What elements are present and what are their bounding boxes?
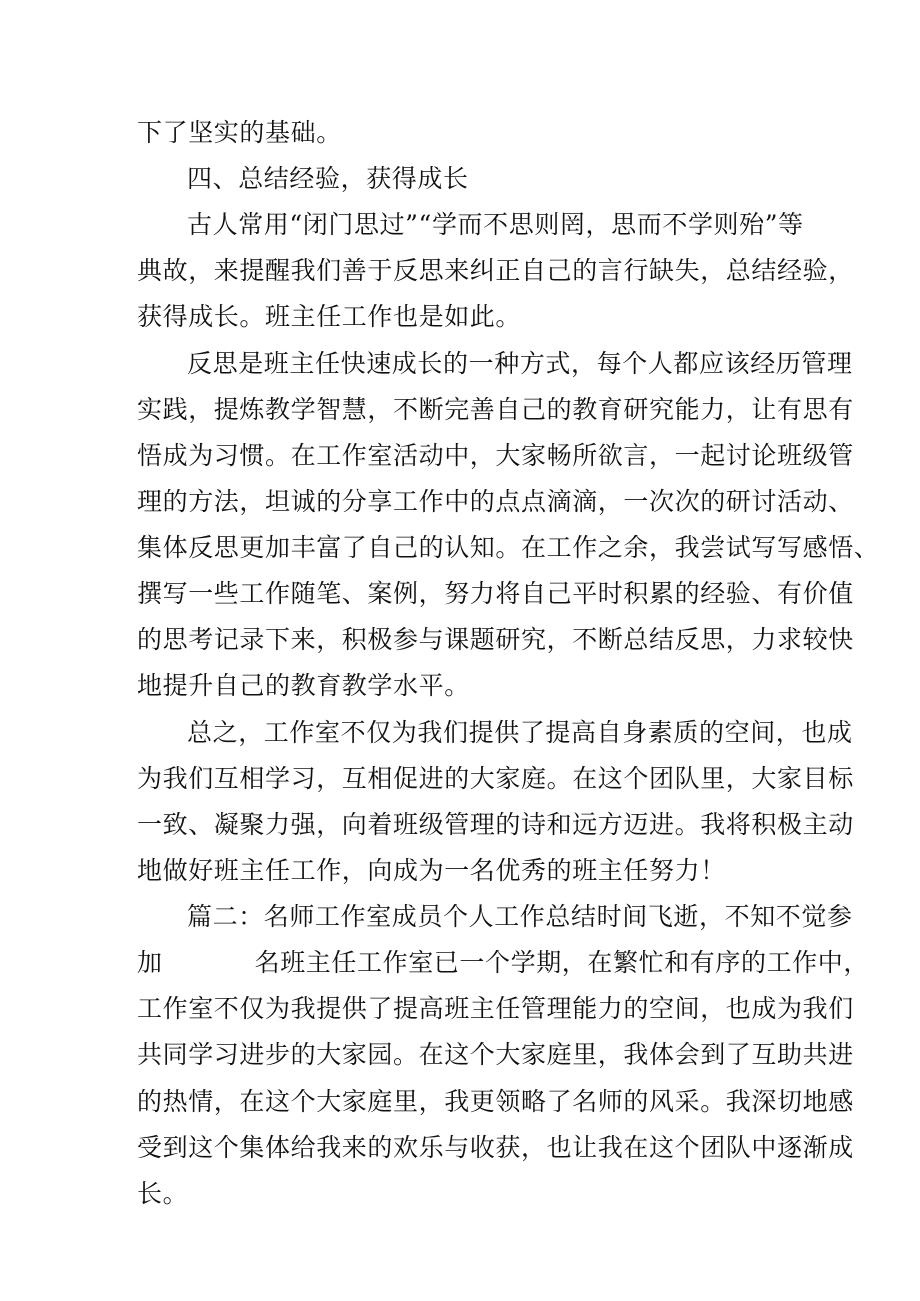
text-line: 反思是班主任快速成长的一种方式，每个人都应该经历管理 (187, 349, 853, 378)
text-line: 撰写一些工作随笔、案例，努力将自己平时积累的经验、有价值 (137, 579, 854, 608)
text-line: 下了坚实的基础。 (137, 118, 342, 147)
text-line: 篇二：名师工作室成员个人工作总结时间飞逝，不知不觉参 (187, 902, 853, 931)
text-line: 实践，提炼教学智慧，不断完善自己的教育研究能力，让有思有 (137, 395, 854, 424)
text-line: 典故，来提醒我们善于反思来纠正自己的言行缺失，总结经验， (137, 256, 854, 285)
text-line: 获得成长。班主任工作也是如此。 (137, 302, 522, 331)
text-line: 长。 (137, 1179, 189, 1208)
text-line: 受到这个集体给我来的欢乐与收获，也让我在这个团队中逐渐成 (137, 1133, 854, 1162)
text-line: 共同学习进步的大家园。在这个大家庭里，我体会到了互助共进 (137, 1040, 854, 1069)
text-fragment: 名班主任工作室已一个学期，在繁忙和有序的工作中， (254, 948, 870, 977)
text-line: 地提升自己的教育教学水平。 (137, 671, 470, 700)
text-fragment: 加 (137, 948, 163, 977)
text-line: 理的方法，坦诚的分享工作中的点点滴滴，一次次的研讨活动、 (137, 487, 854, 516)
text-line: 的热情，在这个大家庭里，我更领略了名师的风采。我深切地感 (137, 1087, 854, 1116)
text-line: 总之，工作室不仅为我们提供了提高自身素质的空间，也成 (187, 718, 853, 747)
text-line: 集体反思更加丰富了自己的认知。在工作之余，我尝试写写感悟、 (137, 533, 880, 562)
text-line: 古人常用“闭门思过”“学而不思则罔，思而不学则殆”等 (187, 210, 804, 239)
text-line: 地做好班主任工作，向成为一名优秀的班主任努力！ (137, 856, 726, 885)
section-heading: 四、总结经验，获得成长 (187, 164, 469, 193)
text-line: 为我们互相学习，互相促进的大家庭。在这个团队里，大家目标 (137, 764, 854, 793)
text-line: 的思考记录下来，积极参与课题研究，不断总结反思，力求较快 (137, 625, 854, 654)
text-line: 一致、凝聚力强，向着班级管理的诗和远方迈进。我将积极主动 (137, 810, 854, 839)
text-line (137, 947, 869, 979)
text-line: 工作室不仅为我提供了提高班主任管理能力的空间，也成为我们 (137, 994, 854, 1023)
text-line: 悟成为习惯。在工作室活动中，大家畅所欲言，一起讨论班级管 (137, 441, 854, 470)
